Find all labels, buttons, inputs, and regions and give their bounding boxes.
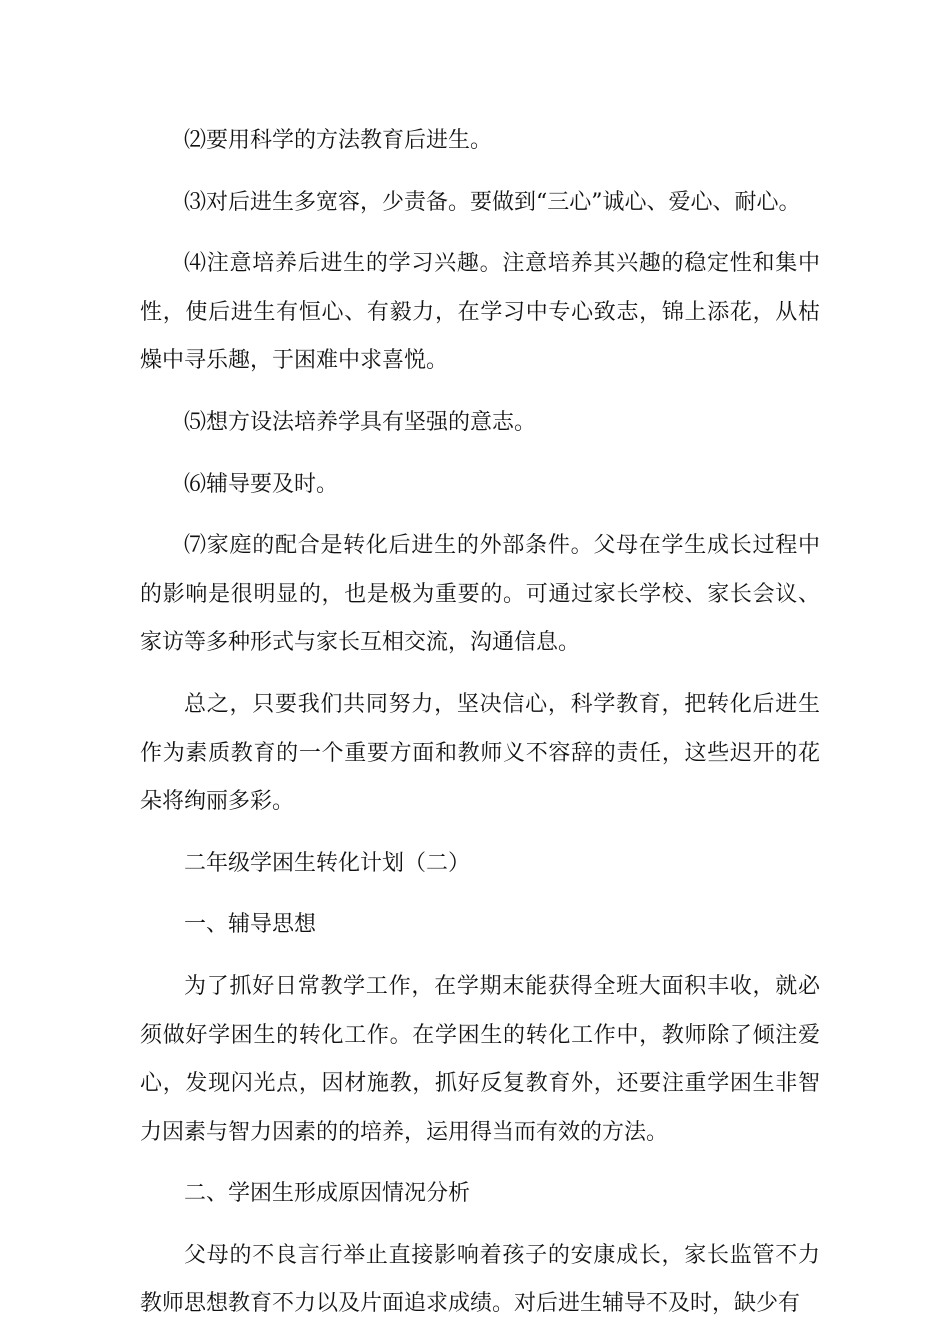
paragraph-item-6: ⑹辅导要及时。 xyxy=(184,471,339,497)
heading-cause-analysis: 二、学困生形成原因情况分析 xyxy=(184,1181,471,1207)
section-title: 二年级学困生转化计划（二） xyxy=(184,850,471,876)
paragraph-summary: 总之，只要我们共同努力，坚决信心，科学教育，把转化后进生作为素质教育的一个重要方面和教师义不容辞的责任，这些迟开的花朵将绚丽多彩。 xyxy=(140,691,820,815)
heading-guidance-thought: 一、辅导思想 xyxy=(184,912,317,938)
document-body xyxy=(140,117,820,1342)
paragraph-cause-body: 父母的不良言行举止直接影响着孩子的安康成长，家长监管不力教师思想教育不力以及片面追求成绩。对后进生辅导不及时，缺少有 xyxy=(140,1242,820,1317)
paragraph-item-2: ⑵要用科学的方法教育后进生。 xyxy=(184,128,493,153)
paragraph-guidance-body: 为了抓好日常教学工作，在学期末能获得全班大面积丰收，就必须做好学困生的转化工作。在学困生的转化工作中，教师除了倾注爱心，发现闪光点，因材施教，抓好反复教育外，还要注重学困生非智力因素与智力因素的的培养，运用得当而有效的方法。 xyxy=(140,973,820,1145)
paragraph-item-5: ⑸想方设法培养学具有坚强的意志。 xyxy=(184,409,537,435)
paragraph-item-7: ⑺家庭的配合是转化后进生的外部条件。父母在学生成长过程中的影响是很明显的，也是极为重要的。可通过家长学校、家长会议、家访等多种形式与家长互相交流，沟通信息。 xyxy=(140,533,820,656)
paragraph-item-3: ⑶对后进生多宽容，少责备。要做到“三心”诚心、爱心、耐心。 xyxy=(184,189,801,215)
paragraph-item-4: ⑷注意培养后进生的学习兴趣。注意培养其兴趣的稳定性和集中性，使后进生有恒心、有毅力，在学习中专心致志，锦上添花，从枯燥中寻乐趣，于困难中求喜悦。 xyxy=(140,251,820,374)
